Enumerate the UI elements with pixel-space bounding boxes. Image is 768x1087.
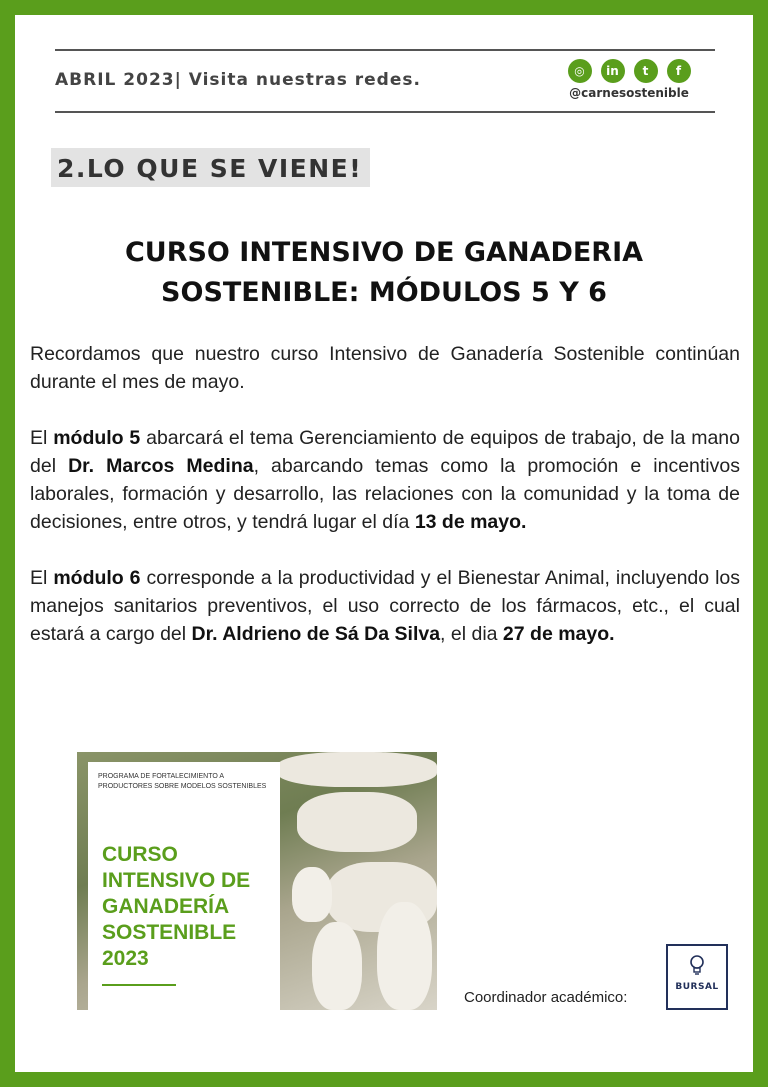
social-block — [559, 59, 699, 100]
lightbulb-icon — [668, 954, 726, 980]
title-line-2: SOSTENIBLE: MÓDULOS 5 Y 6 — [161, 277, 607, 308]
title-line-1: CURSO INTENSIVO DE GANADERIA — [124, 237, 644, 268]
coordinator-label: Coordinador académico: — [464, 989, 628, 1006]
social-handle[interactable]: @carnesostenible — [569, 86, 689, 100]
article-body — [30, 340, 740, 676]
twitter-icon[interactable]: t — [634, 59, 658, 83]
text: El — [30, 567, 54, 589]
poster-course-title — [102, 842, 282, 946]
speaker-name: Dr. Marcos Medina — [68, 455, 254, 477]
text: , abarcando temas como la promoción e incentivos laborales, formación y desarrollo, las relaciones con la comunidad y la toma de decisiones, entre otros, y tendrá lugar el día — [30, 455, 740, 533]
speaker-name: Dr. Aldrieno de Sá Da Silva — [191, 623, 441, 645]
cattle-shape — [312, 922, 362, 1010]
course-poster-image — [77, 752, 437, 1010]
facebook-icon[interactable]: f — [667, 59, 691, 83]
newsletter-page — [15, 15, 753, 1072]
bursal-logo — [666, 944, 728, 1010]
article-title — [15, 233, 753, 313]
poster-program: PROGRAMA DE FORTALECIMIENTO A PRODUCTORES SOBRE MODELOS SOSTENIBLES — [98, 773, 267, 790]
text: abarcará el tema Gerenciamiento de equipos de trabajo, de la mano del — [30, 427, 740, 477]
course-line: INTENSIVO DE — [102, 869, 251, 892]
course-line: CURSO — [102, 843, 178, 866]
paragraph-module-5 — [30, 424, 740, 536]
poster-underline — [102, 984, 176, 986]
date-line: ABRIL 2023| Visita nuestras redes. — [55, 70, 421, 90]
module-5-label: módulo 5 — [53, 427, 141, 449]
header-bar — [55, 49, 715, 113]
module-5-date: 13 de mayo. — [414, 511, 527, 533]
bursal-logo-text: BURSAL — [675, 982, 719, 992]
cattle-shape — [297, 792, 417, 852]
course-line: SOSTENIBLE — [102, 921, 237, 944]
cattle-shape — [277, 752, 437, 787]
paragraph-module-6 — [30, 564, 740, 648]
cattle-shape — [292, 867, 332, 922]
poster-card — [88, 762, 280, 1010]
instagram-icon[interactable]: ◎ — [568, 59, 592, 83]
text: , el dia — [440, 623, 503, 645]
linkedin-icon[interactable]: in — [601, 59, 625, 83]
section-label: 2.LO QUE SE VIENE! — [51, 148, 370, 187]
poster-year: 2023 — [102, 947, 149, 970]
module-6-label: módulo 6 — [53, 567, 141, 589]
course-line: GANADERÍA — [102, 895, 230, 918]
paragraph-intro: Recordamos que nuestro curso Intensivo de Ganadería Sostenible continúan durante el mes de mayo. — [30, 343, 740, 393]
cattle-shape — [377, 902, 432, 1010]
text: corresponde a la productividad y el Bienestar Animal, incluyendo los manejos sanitarios preventivos, el uso correcto de los fármacos, etc., el cual estará a cargo del — [30, 567, 740, 645]
module-6-date: 27 de mayo. — [502, 623, 615, 645]
text: El — [30, 427, 54, 449]
